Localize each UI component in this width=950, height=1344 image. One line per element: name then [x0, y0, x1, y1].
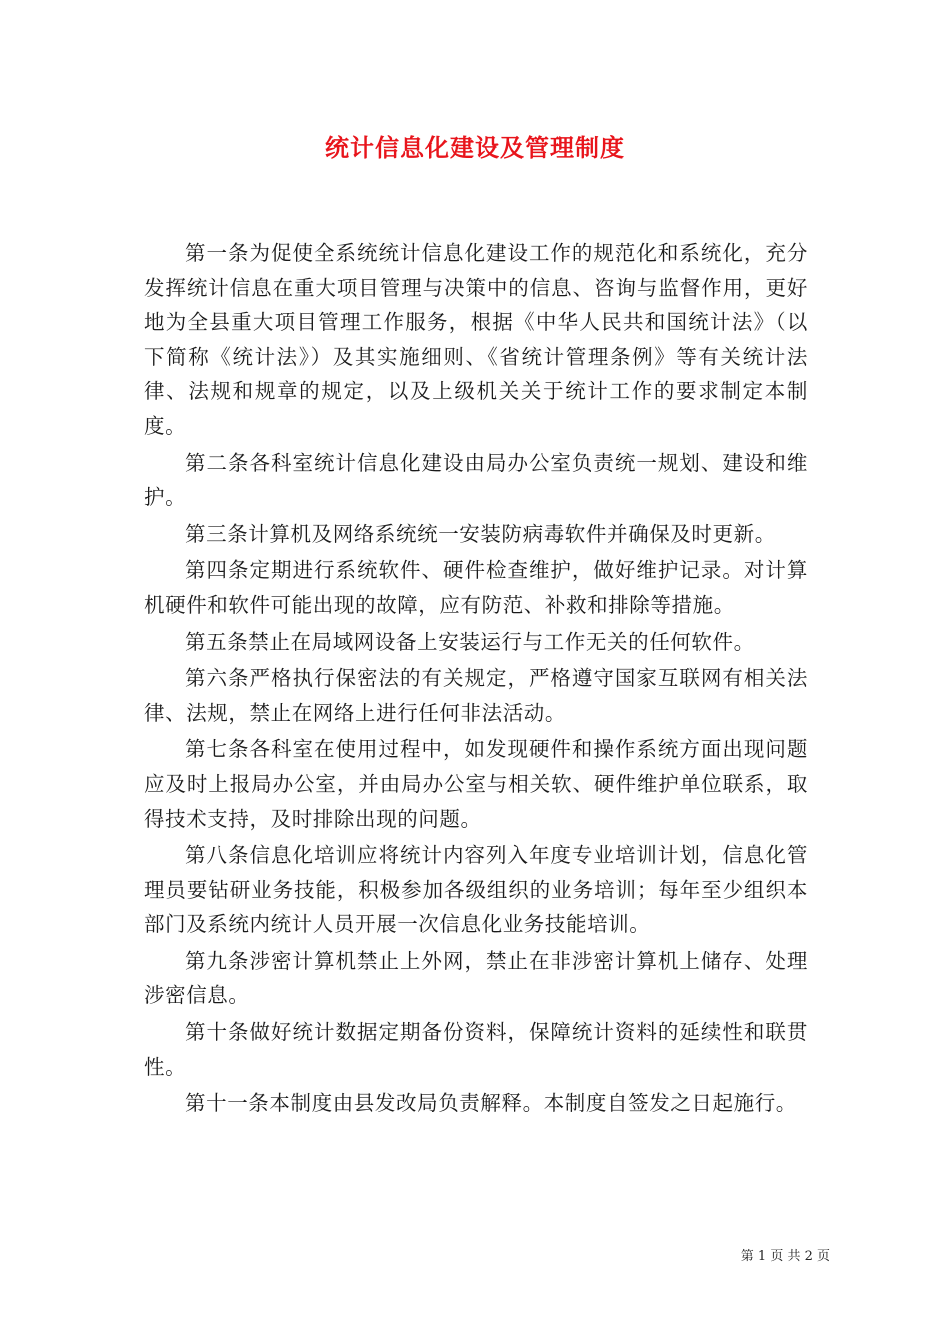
article-6: 第六条严格执行保密法的有关规定，严格遵守国家互联网有相关法律、法规，禁止在网络上进行任何非法活动。 [144, 666, 808, 725]
article-5: 第五条禁止在局域网设备上安装运行与工作无关的任何软件。 [185, 629, 755, 654]
article-10: 第十条做好统计数据定期备份资料，保障统计资料的延续性和联贯性。 [144, 1020, 808, 1079]
article-7: 第七条各科室在使用过程中，如发现硬件和操作系统方面出现问题应及时上报局办公室，并由局办公室与相关软、硬件维护单位联系，取得技术支持，及时排除出现的问题。 [144, 737, 808, 831]
document-body [144, 236, 808, 1123]
article-2: 第二条各科室统计信息化建设由局办公室负责统一规划、建设和维护。 [144, 450, 808, 510]
page-number-footer: 第 1 页 共 2 页 [740, 1249, 830, 1264]
document-title: 统计信息化建设及管理制度 [325, 133, 625, 162]
article-1: 第一条为促使全系统统计信息化建设工作的规范化和系统化，充分发挥统计信息在重大项目管理与决策中的信息、咨询与监督作用，更好地为全县重大项目管理工作服务，根据《中华人民共和国统计法》（以下简称《统计法》）及其实施细则、《省统计管理条例》等有关统计法律、法规和规章的规定，以及上级机关关于统计工作的要求制定本制度。 [144, 241, 808, 438]
article-4: 第四条定期进行系统软件、硬件检查维护，做好维护记录。对计算机硬件和软件可能出现的故障，应有防范、补救和排除等措施。 [144, 558, 808, 617]
article-8: 第八条信息化培训应将统计内容列入年度专业培训计划，信息化管理员要钻研业务技能，积极参加各级组织的业务培训；每年至少组织本部门及系统内统计人员开展一次信息化业务技能培训。 [144, 843, 808, 937]
article-11: 第十一条本制度由县发改局负责解释。本制度自签发之日起施行。 [185, 1091, 797, 1116]
article-3: 第三条计算机及网络系统统一安装防病毒软件并确保及时更新。 [185, 521, 776, 546]
article-9: 第九条涉密计算机禁止上外网，禁止在非涉密计算机上储存、处理涉密信息。 [144, 948, 808, 1008]
